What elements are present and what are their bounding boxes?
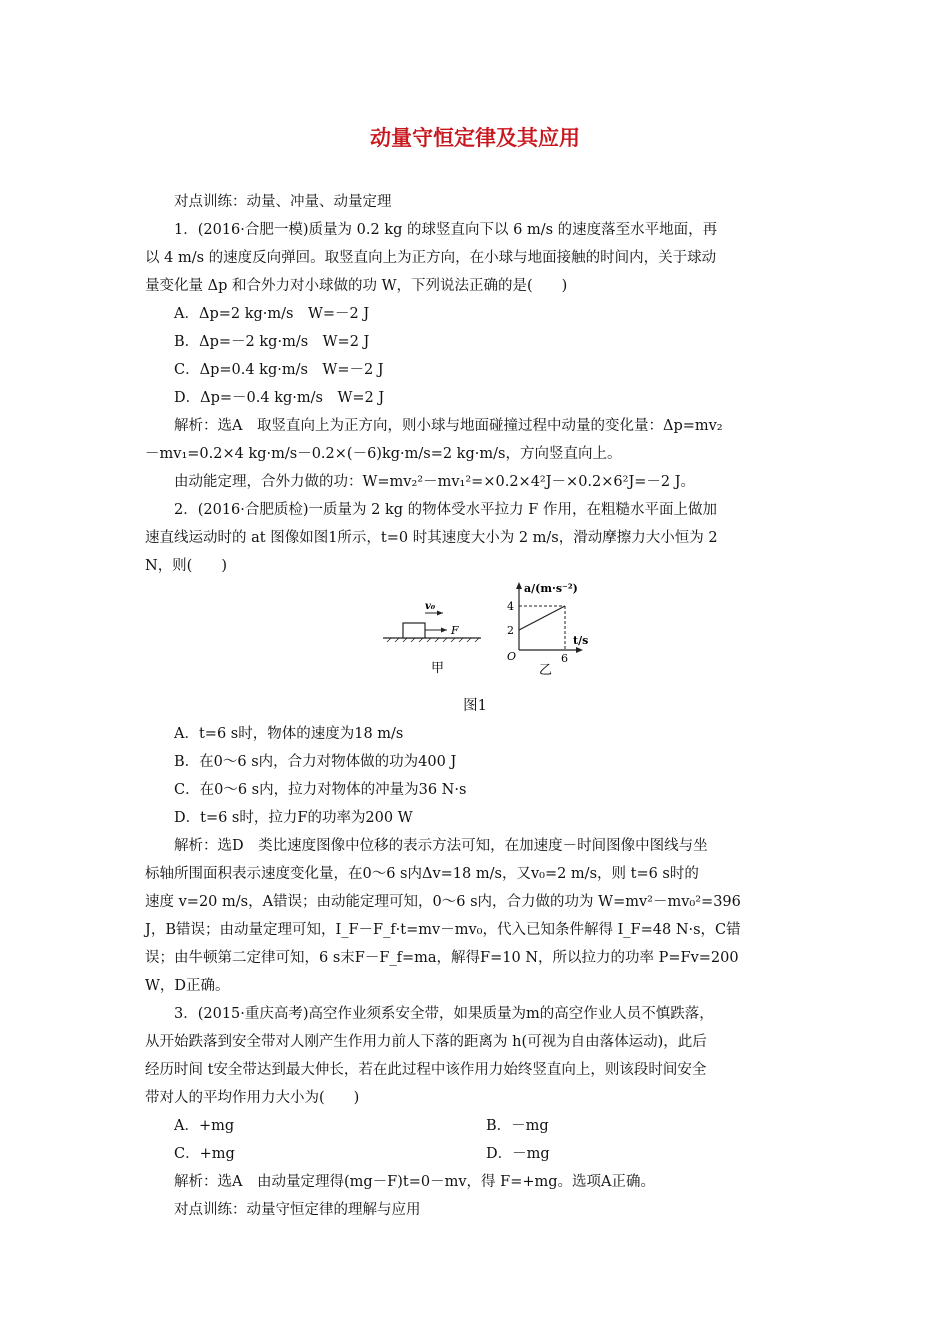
question-1-analysis-line: 解析：选A 取竖直向上为正方向，则小球与地面碰撞过程中动量的变化量：Δp=mv₂: [174, 418, 723, 434]
document-body: [145, 188, 805, 1224]
question-3-option-c: C．+mg: [174, 1146, 235, 1162]
question-2-option-a: A．t=6 s时，物体的速度为18 m/s: [174, 726, 404, 742]
question-3-options-row: [145, 1140, 805, 1168]
question-1-option-a: A．Δp=2 kg·m/s W=－2 J: [174, 306, 370, 322]
question-1-stem-line: 1．(2016·合肥一模)质量为 0.2 kg 的球竖直向下以 6 m/s 的速度落至水平地面，再: [174, 222, 718, 238]
question-1-analysis-line: 由动能定理，合外力做的功：W=mv₂²－mv₁²=×0.2×4²J－×0.2×6²J=－2 J。: [174, 474, 696, 490]
origin-label: O: [507, 650, 517, 663]
question-2-analysis-line: 标轴所围面积表示速度变化量，在0～6 s内Δv=18 m/s，又v₀=2 m/s，则 t=6 s时的: [145, 866, 699, 882]
page-title: 动量守恒定律及其应用: [370, 126, 580, 150]
question-3-option-d: D．－mg: [486, 1146, 550, 1162]
question-1-option-b: B．Δp=－2 kg·m/s W=2 J: [174, 334, 370, 350]
y-axis-label: a/(m·s⁻²): [524, 582, 578, 595]
question-3-stem-line: 从开始跌落到安全带对人刚产生作用力前人下落的距离为 h(可视为自由落体运动)，此后: [145, 1034, 707, 1050]
figure-label-jia: 甲: [431, 661, 445, 676]
graph-line: [519, 606, 565, 630]
figure-label-yi: 乙: [539, 663, 553, 678]
question-2-stem-line: 速直线运动时的 at 图像如图1所示，t=0 时其速度大小为 2 m/s，滑动摩擦力大小恒为 2: [145, 530, 718, 546]
force-label: F: [451, 624, 459, 637]
question-1-stem-line: 量变化量 Δp 和合外力对小球做的功 W，下列说法正确的是( ): [145, 278, 568, 294]
block: [403, 623, 425, 638]
question-3-options-row: [145, 1112, 805, 1140]
question-3-stem-line: 带对人的平均作用力大小为( ): [145, 1090, 360, 1106]
question-1-option-c: C．Δp=0.4 kg·m/s W=－2 J: [174, 362, 384, 378]
y-tick-2: 2: [507, 624, 514, 637]
section-heading: 对点训练：动量、冲量、动量定理: [174, 194, 392, 210]
block-diagram: [383, 601, 481, 676]
v0-label: v₀: [425, 601, 436, 612]
y-tick-4: 4: [507, 600, 514, 613]
question-2-option-b: B．在0～6 s内，合力对物体做的功为400 J: [174, 754, 457, 770]
figure-1-diagram: [383, 582, 703, 690]
x-axis-arrowhead: [576, 647, 583, 653]
figure-1: [145, 580, 805, 692]
question-2-stem-line: N，则( ): [145, 558, 228, 574]
question-1-analysis-line: －mv₁=0.2×4 kg·m/s－0.2×(－6)kg·m/s=2 kg·m/s，方向竖直向上。: [145, 446, 622, 462]
question-2-analysis-line: 误；由牛顿第二定律可知，6 s末F－F_f=ma，解得F=10 N，所以拉力的功率 P=Fv=200: [145, 950, 739, 966]
question-3-option-a: A．+mg: [174, 1118, 235, 1134]
velocity-arrowhead: [437, 611, 443, 616]
question-2-analysis-line: 速度 v=20 m/s，A错误；由动能定理可知，0～6 s内，合力做的功为 W=mv²－mv₀²=396: [145, 894, 741, 910]
force-arrowhead: [441, 628, 447, 633]
question-3-option-b: B．－mg: [486, 1118, 549, 1134]
question-3-analysis-line: 解析：选A 由动量定理得(mg－F)t=0－mv，得 F=+mg。选项A正确。: [174, 1174, 655, 1190]
y-axis-arrowhead: [516, 582, 522, 589]
question-3-stem-line: 经历时间 t安全带达到最大伸长，若在此过程中该作用力始终竖直向上，则该段时间安全: [145, 1062, 707, 1078]
question-2-stem-line: 2．(2016·合肥质检)一质量为 2 kg 的物体受水平拉力 F 作用，在粗糙水平面上做加: [174, 502, 717, 518]
question-2-option-d: D．t=6 s时，拉力F的功率为200 W: [174, 810, 413, 826]
at-graph: [507, 582, 588, 678]
question-1-stem-line: 以 4 m/s 的速度反向弹回。取竖直向上为正方向，在小球与地面接触的时间内，关于球动: [145, 250, 717, 266]
question-2-analysis-line: W，D正确。: [145, 978, 230, 994]
question-2-analysis-line: 解析：选D 类比速度图像中位移的表示方法可知，在加速度－时间图像中图线与坐: [174, 838, 708, 854]
x-axis-label: t/s: [573, 634, 589, 647]
question-2-option-c: C．在0～6 s内，拉力对物体的冲量为36 N·s: [174, 782, 467, 798]
question-3-stem-line: 3．(2015·重庆高考)高空作业须系安全带，如果质量为m的高空作业人员不慎跌落，: [174, 1006, 714, 1022]
section-heading: 对点训练：动量守恒定律的理解与应用: [174, 1202, 421, 1218]
x-tick-6: 6: [561, 652, 568, 665]
question-2-analysis-line: J，B错误；由动量定理可知，I_F－F_f·t=mv－mv₀，代入已知条件解得 I_F=48 N·s，C错: [145, 922, 741, 938]
question-1-option-d: D．Δp=－0.4 kg·m/s W=2 J: [174, 390, 385, 406]
figure-caption: 图1: [463, 698, 487, 714]
